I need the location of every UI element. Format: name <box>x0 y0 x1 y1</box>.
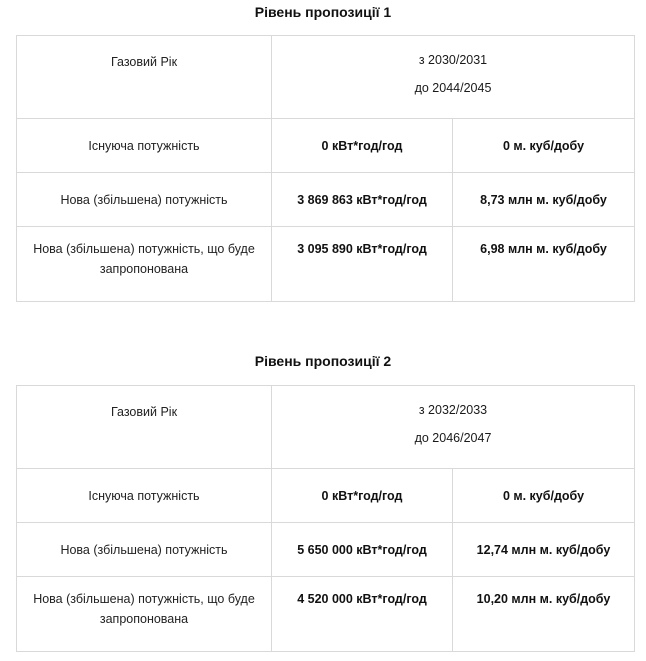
m3-value: 8,73 млн м. куб/добу <box>453 173 635 227</box>
kwh-value: 0 кВт*год/год <box>272 469 453 523</box>
table-row <box>17 577 635 652</box>
table-row <box>17 227 635 302</box>
section-2-title: Рівень пропозиції 2 <box>254 353 392 369</box>
row-label: Нова (збільшена) потужність <box>17 523 272 577</box>
year-from: з 2030/2031 <box>418 53 488 67</box>
row-label: Нова (збільшена) потужність, що буде запропонована <box>17 577 272 652</box>
m3-value: 10,20 млн м. куб/добу <box>453 577 635 652</box>
m3-value: 12,74 млн м. куб/добу <box>453 523 635 577</box>
section-2-table <box>16 385 635 652</box>
row-label: Нова (збільшена) потужність <box>17 173 272 227</box>
kwh-value: 5 650 000 кВт*год/год <box>272 523 453 577</box>
year-to: до 2044/2045 <box>414 81 492 95</box>
row-label: Існуюча потужність <box>17 469 272 523</box>
row-label: Нова (збільшена) потужність, що буде запропонована <box>17 227 272 302</box>
year-from: з 2032/2033 <box>418 403 488 417</box>
m3-value: 0 м. куб/добу <box>453 119 635 173</box>
table-row <box>17 119 635 173</box>
kwh-value: 3 095 890 кВт*год/год <box>272 227 453 302</box>
table-row <box>17 173 635 227</box>
table-row <box>17 386 635 469</box>
gas-year-range <box>272 386 635 469</box>
table-row <box>17 469 635 523</box>
kwh-value: 4 520 000 кВт*год/год <box>272 577 453 652</box>
kwh-value: 3 869 863 кВт*год/год <box>272 173 453 227</box>
kwh-value: 0 кВт*год/год <box>272 119 453 173</box>
gas-year-label: Газовий Рік <box>17 36 272 119</box>
gas-year-label: Газовий Рік <box>17 386 272 469</box>
row-label: Існуюча потужність <box>17 119 272 173</box>
table-row <box>17 36 635 119</box>
m3-value: 6,98 млн м. куб/добу <box>453 227 635 302</box>
year-to: до 2046/2047 <box>414 431 492 445</box>
gas-year-range <box>272 36 635 119</box>
table-row <box>17 523 635 577</box>
section-1-table <box>16 35 635 302</box>
section-1-title: Рівень пропозиції 1 <box>254 4 392 20</box>
m3-value: 0 м. куб/добу <box>453 469 635 523</box>
